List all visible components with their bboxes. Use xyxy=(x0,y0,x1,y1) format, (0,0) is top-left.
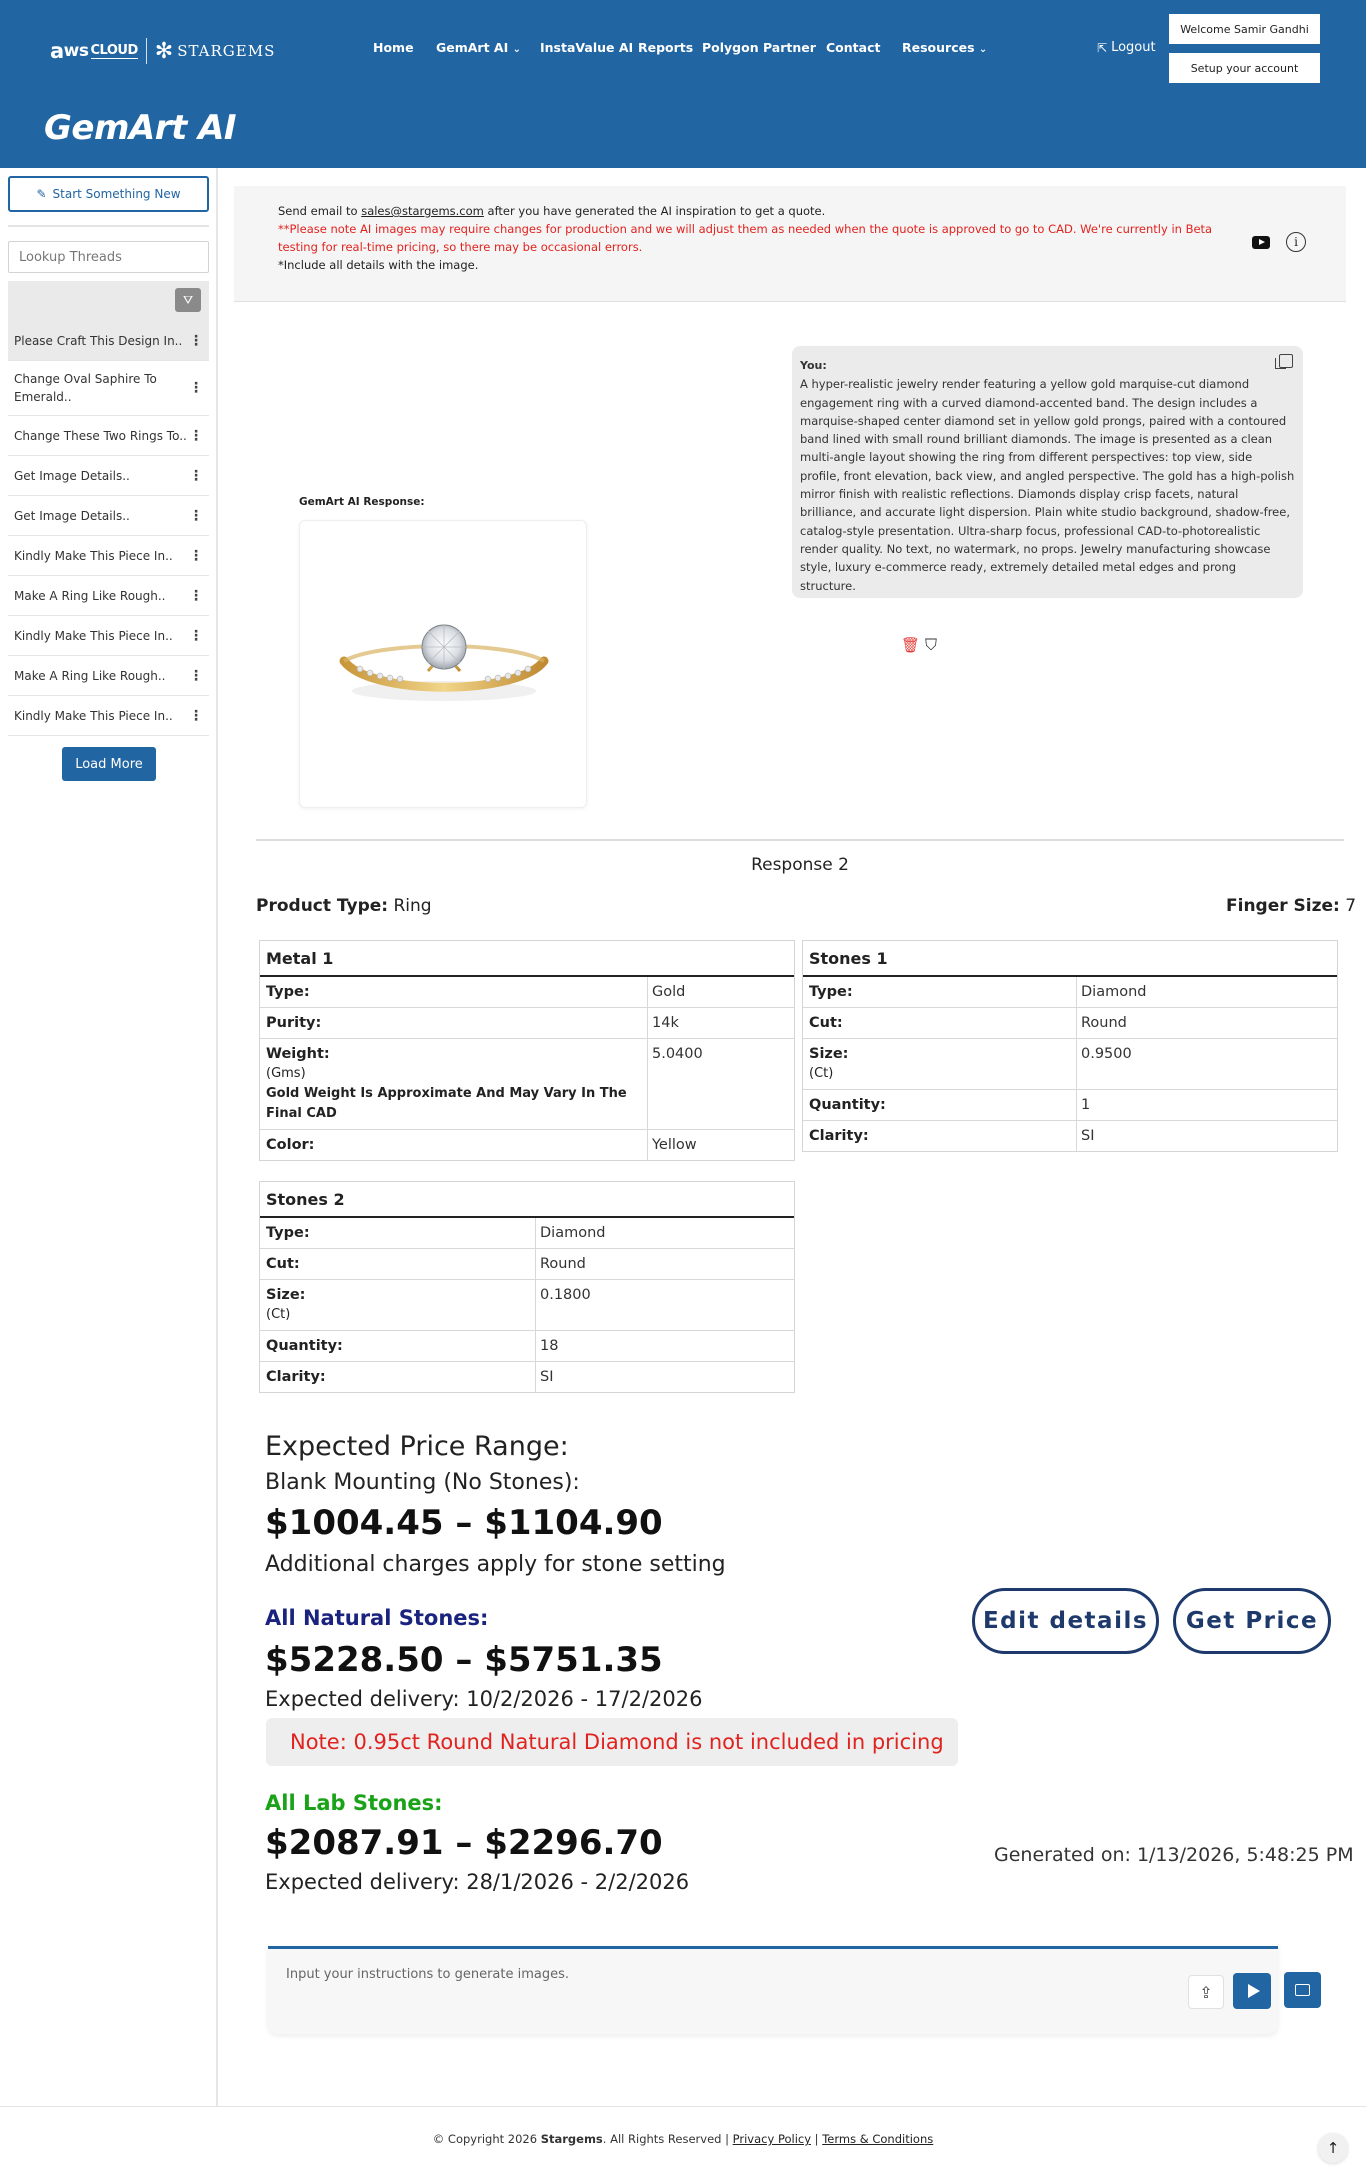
page-title: GemArt AI xyxy=(44,108,237,148)
info-icon[interactable]: i xyxy=(1286,232,1306,252)
more-options-icon[interactable]: ⋮ xyxy=(189,467,203,484)
sidebar xyxy=(0,168,218,2106)
thread-item[interactable]: Get Image Details.. ⋮ xyxy=(8,496,209,536)
notice-warning: **Please note AI images may require changes for production and we will adjust them as needed when the quote is approved to go to CAD. We're currently in Beta testing for real-time pricing, so there may be occasional errors. xyxy=(278,222,1213,254)
additional-charges-text: Additional charges apply for stone setting xyxy=(265,1552,726,1577)
notice-panel xyxy=(234,186,1346,302)
more-options-icon[interactable]: ⋮ xyxy=(189,667,203,684)
load-more-button[interactable]: Load More xyxy=(62,747,156,781)
lookup-threads-input[interactable]: Lookup Threads xyxy=(8,241,209,273)
chevron-down-icon: ⌄ xyxy=(512,44,522,55)
start-something-new-button[interactable]: ✎ Start Something New xyxy=(8,176,209,212)
chevron-down-icon: ⌄ xyxy=(978,44,988,55)
get-price-button[interactable]: Get Price xyxy=(1173,1588,1331,1654)
table-row: Size: (Ct) 0.9500 xyxy=(803,1039,1337,1090)
thread-item[interactable]: Get Image Details.. ⋮ xyxy=(8,456,209,496)
metal-1-table xyxy=(259,940,795,1161)
more-options-icon[interactable]: ⋮ xyxy=(189,547,203,564)
logo[interactable] xyxy=(50,38,275,64)
user-message-text: A hyper-realistic jewelry render featuring a yellow gold marquise-cut diamond engagement ring with a curved diamond-accented band. The design includes a marquise-shaped center diamond set in yellow gold prongs, paired with a contoured band lined with small round brilliant diamonds. The image is presented as a clean multi-angle layout showing the ring from different perspectives: top view, side profile, front elevation, back view, and angled perspective. The gold has a high-polish mirror finish with realistic reflections. Diamonds display crisp facets, natural brilliance, and accurate light dispersion. Plain white studio background, shadow-free, catalog-style presentation. Ultra-sharp focus, professional CAD-to-photorealistic render quality. No text, no watermark, no props. Jewelry manufacturing showcase style, luxury e-commerce ready, extremely detailed metal edges and prong structure. xyxy=(800,377,1295,593)
natural-stones-label: All Natural Stones: xyxy=(265,1606,489,1630)
user-message-bubble xyxy=(792,346,1303,598)
thread-item[interactable]: Kindly Make This Piece In.. ⋮ xyxy=(8,536,209,576)
nav-gemart[interactable]: GemArt AI ⌄ xyxy=(436,40,522,55)
product-type: Product Type: Ring xyxy=(256,896,432,916)
aws-cloud-logo: a ws CLOUD xyxy=(50,39,138,63)
thread-item[interactable]: Make A Ring Like Rough.. ⋮ xyxy=(8,576,209,616)
thread-item[interactable]: Change Oval Saphire To Emerald.. ⋮ xyxy=(8,361,209,416)
lab-price-range: $2087.91 – $2296.70 xyxy=(265,1823,663,1863)
prompt-input[interactable] xyxy=(268,1946,1278,2034)
welcome-badge: Welcome Samir Gandhi xyxy=(1169,14,1320,44)
logout-link[interactable]: ⇱ Logout xyxy=(1097,40,1156,55)
response-heading: Response 2 xyxy=(751,855,849,875)
filter-icon[interactable]: ⛛ xyxy=(175,288,201,312)
nav-contact[interactable]: Contact xyxy=(826,40,881,55)
trash-icon[interactable]: 🗑 xyxy=(901,636,921,654)
table-row: Type: Diamond xyxy=(260,1218,794,1249)
table-row: Type: Gold xyxy=(260,977,794,1008)
lab-stones-label: All Lab Stones: xyxy=(265,1791,443,1815)
footer: © Copyright 2026 Stargems. All Rights Reserved | Privacy Policy | Terms & Conditions xyxy=(432,2132,934,2146)
lab-delivery: Expected delivery: 28/1/2026 - 2/2/2026 xyxy=(265,1870,690,1894)
table-title: Stones 2 xyxy=(260,1182,794,1218)
thread-item[interactable]: Please Craft This Design In.. ⋮ xyxy=(8,321,209,361)
table-row: Color: Yellow xyxy=(260,1130,794,1160)
thread-item[interactable]: Kindly Make This Piece In.. ⋮ xyxy=(8,616,209,656)
setup-account-button[interactable]: Setup your account xyxy=(1169,53,1320,83)
finger-size: Finger Size: 7 xyxy=(1226,896,1357,916)
pencil-icon: ✎ xyxy=(36,187,47,201)
stones-2-table xyxy=(259,1181,795,1393)
terms-link[interactable]: Terms & Conditions xyxy=(822,2132,934,2146)
sidebar-divider xyxy=(8,225,209,227)
nav-polygon-partner[interactable]: Polygon Partner xyxy=(702,40,816,55)
more-options-icon[interactable]: ⋮ xyxy=(189,627,203,644)
table-row: Quantity: 18 xyxy=(260,1331,794,1362)
more-options-icon[interactable]: ⋮ xyxy=(189,587,203,604)
natural-price-range: $5228.50 – $5751.35 xyxy=(265,1640,663,1680)
table-row: Cut: Round xyxy=(803,1008,1337,1039)
pricing-note: Note: 0.95ct Round Natural Diamond is not included in pricing xyxy=(266,1718,958,1766)
table-row: Clarity: SI xyxy=(260,1362,794,1392)
table-row: Quantity: 1 xyxy=(803,1090,1337,1121)
arrow-up-icon: ↑ xyxy=(1326,2139,1340,2157)
notice-email-line: Send email to sales@stargems.com after you have generated the AI inspiration to get a quote. xyxy=(278,204,826,218)
table-row: Clarity: SI xyxy=(803,1121,1337,1151)
scroll-to-top-button[interactable] xyxy=(1318,2133,1348,2163)
nav-instavalue[interactable]: InstaValue AI xyxy=(540,40,634,55)
thread-filter-bar xyxy=(8,281,209,321)
stones-1-table xyxy=(802,940,1338,1152)
more-options-icon[interactable]: ⋮ xyxy=(189,507,203,524)
table-title: Stones 1 xyxy=(803,941,1337,977)
nav-reports[interactable]: Reports xyxy=(638,40,694,55)
upload-icon[interactable]: ⇪ xyxy=(1188,1975,1224,2009)
nav-home[interactable]: Home xyxy=(373,40,414,55)
table-row: Cut: Round xyxy=(260,1249,794,1280)
user-message-label: You: xyxy=(800,359,827,372)
youtube-icon[interactable] xyxy=(1252,236,1270,249)
generated-timestamp: Generated on: 1/13/2026, 5:48:25 PM xyxy=(994,1844,1354,1866)
thread-item[interactable]: Make A Ring Like Rough.. ⋮ xyxy=(8,656,209,696)
generated-ring-image[interactable] xyxy=(299,520,587,808)
more-options-icon[interactable]: ⋮ xyxy=(189,707,203,724)
blank-price-range: $1004.45 – $1104.90 xyxy=(265,1503,663,1543)
top-header xyxy=(0,0,1366,168)
ai-response-label: GemArt AI Response: xyxy=(299,496,425,508)
thread-item[interactable]: Change These Two Rings To.. ⋮ xyxy=(8,416,209,456)
chat-icon[interactable] xyxy=(1284,1972,1321,2008)
more-options-icon[interactable]: ⋮ xyxy=(189,380,203,396)
edit-details-button[interactable]: Edit details xyxy=(972,1588,1159,1654)
copy-icon[interactable] xyxy=(1279,354,1293,368)
more-options-icon[interactable]: ⋮ xyxy=(189,332,203,349)
send-button[interactable] xyxy=(1233,1973,1271,2009)
nav-resources[interactable]: Resources ⌄ xyxy=(902,40,988,55)
thread-item[interactable]: Kindly Make This Piece In.. ⋮ xyxy=(8,696,209,736)
table-row: Weight: (Gms) Gold Weight Is Approximate And May Vary In The Final CAD 5.0400 xyxy=(260,1039,794,1130)
ring-image xyxy=(300,521,588,809)
star-icon: ✻ xyxy=(154,38,175,64)
expected-price-heading: Expected Price Range: xyxy=(265,1431,569,1462)
table-row: Size: (Ct) 0.1800 xyxy=(260,1280,794,1331)
table-row: Type: Diamond xyxy=(803,977,1337,1008)
natural-delivery: Expected delivery: 10/2/2026 - 17/2/2026 xyxy=(265,1687,703,1711)
privacy-policy-link[interactable]: Privacy Policy xyxy=(732,2132,812,2146)
table-title: Metal 1 xyxy=(260,941,794,977)
tag-icon[interactable]: ⛉ xyxy=(925,635,938,654)
logout-icon: ⇱ xyxy=(1097,40,1108,55)
response-separator xyxy=(256,839,1344,841)
table-row: Purity: 14k xyxy=(260,1008,794,1039)
footer-divider xyxy=(0,2106,1366,2107)
logo-separator xyxy=(146,38,147,64)
stargems-logo: ✻ STARGEMS xyxy=(154,38,276,64)
sales-email-link[interactable]: sales@stargems.com xyxy=(361,204,484,218)
prompt-placeholder: Input your instructions to generate images. xyxy=(286,1967,570,1982)
blank-mounting-label: Blank Mounting (No Stones): xyxy=(265,1470,580,1495)
notice-include-details: *Include all details with the image. xyxy=(278,258,479,272)
more-options-icon[interactable]: ⋮ xyxy=(189,427,203,444)
